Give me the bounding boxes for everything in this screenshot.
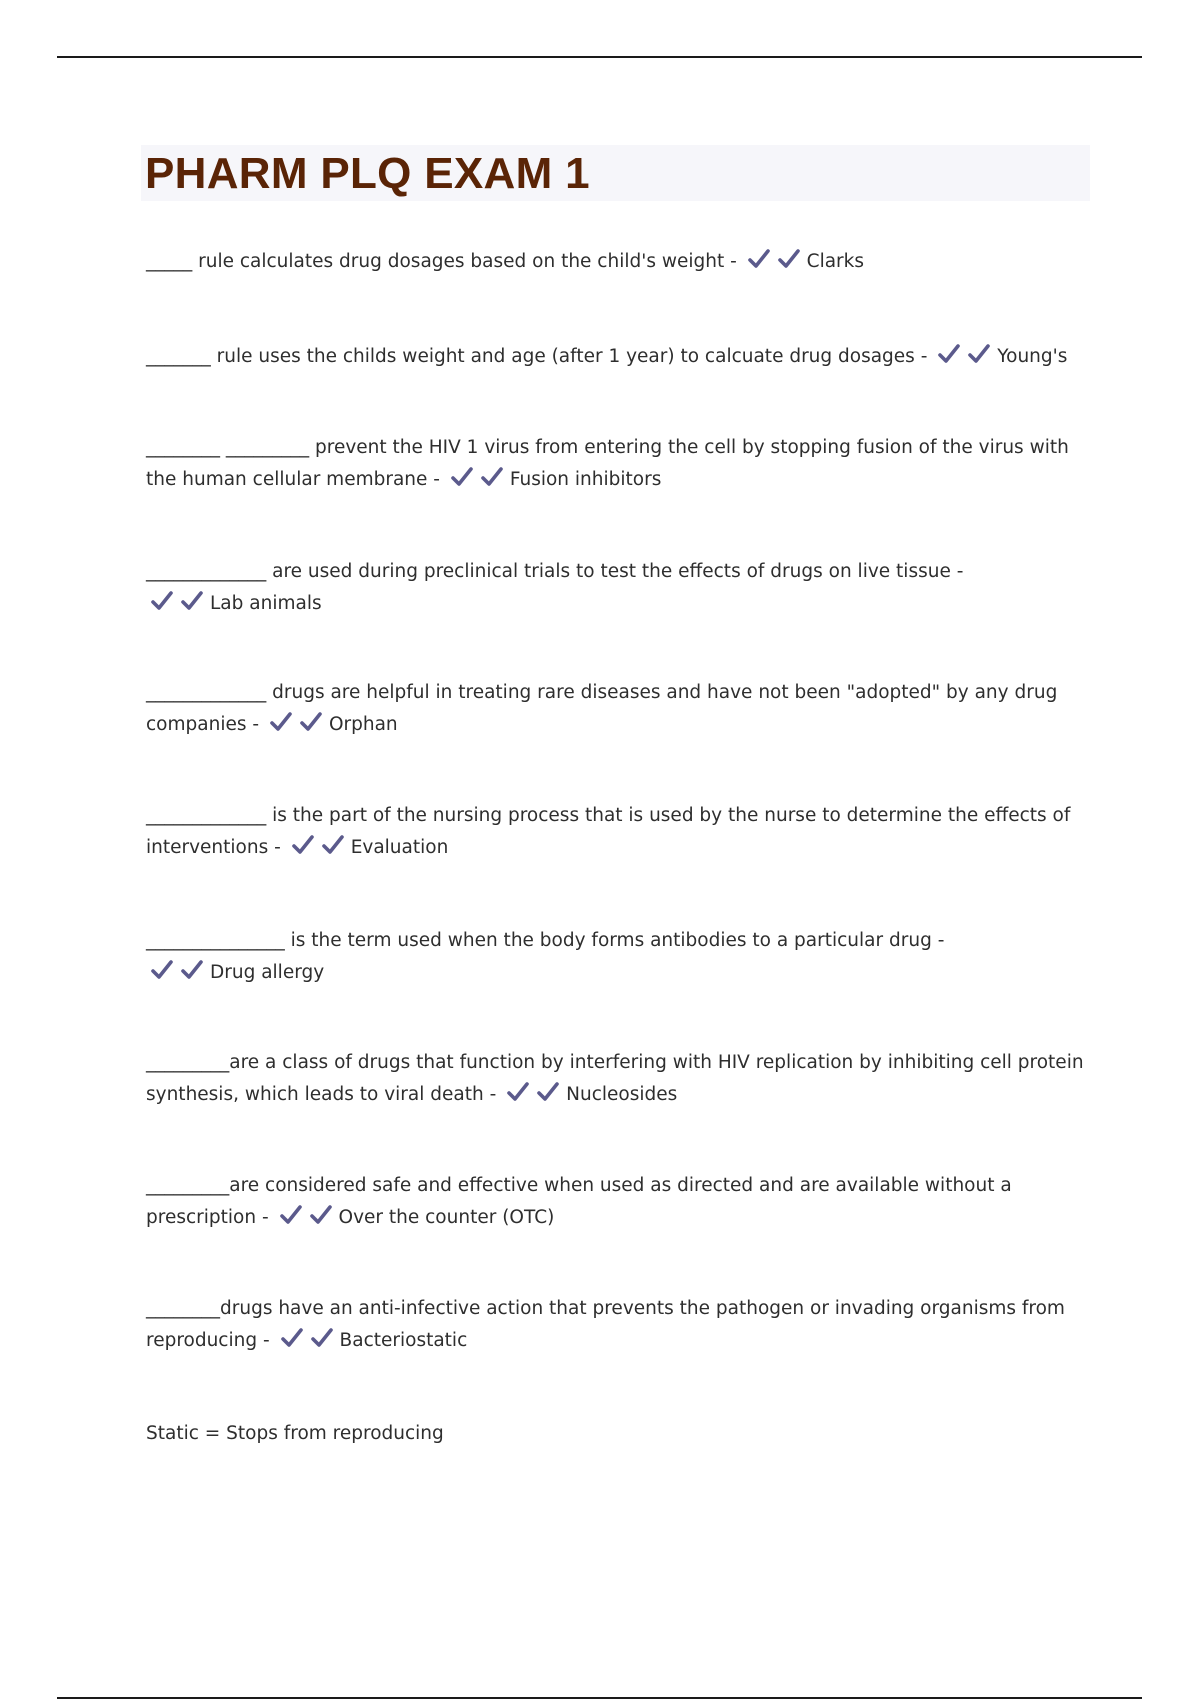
checkmark-icon [291, 833, 315, 857]
answer-text: Drug allergy [210, 962, 325, 983]
question-item [146, 1047, 1086, 1111]
checkmark-icon [280, 1326, 304, 1350]
question-text: ________drugs have an anti-infective action that prevents the pathogen or invading organisms from reproducing - [146, 1298, 1065, 1351]
question-text: _______ rule uses the childs weight and age (after 1 year) to calcuate drug dosages - [146, 346, 928, 367]
checkmark-icon [269, 710, 293, 734]
question-text: ________ _________ prevent the HIV 1 virus from entering the cell by stopping fusion of the virus with the human cellular membrane - [146, 437, 1069, 490]
answer-checks [450, 464, 662, 496]
question-text: _____________ are used during preclinical trials to test the effects of drugs on live tissue - [146, 561, 964, 582]
checkmark-icon [967, 342, 991, 366]
checkmark-icon [777, 247, 801, 271]
answer-text: Evaluation [350, 837, 449, 858]
answer-checks [747, 246, 864, 278]
answer-text: Lab animals [210, 593, 322, 614]
checkmark-icon [180, 958, 204, 982]
checkmark-icon [310, 1326, 334, 1350]
study-note: Static = Stops from reproducing [146, 1423, 444, 1444]
answer-text: Nucleosides [566, 1084, 678, 1105]
checkmark-icon [321, 833, 345, 857]
checkmark-icon [299, 710, 323, 734]
checkmark-icon [150, 589, 174, 613]
answer-checks [279, 1202, 555, 1234]
question-item [146, 341, 1086, 373]
answer-text: Clarks [806, 251, 865, 272]
checkmark-icon [150, 958, 174, 982]
checkmark-icon [309, 1203, 333, 1227]
question-text: _____________ is the part of the nursing process that is used by the nurse to determine the effects of interventions - [146, 805, 1071, 858]
question-text: _____________ drugs are helpful in treating rare diseases and have not been "adopted" by any drug companies - [146, 682, 1058, 735]
question-item [146, 432, 1086, 496]
bottom-divider [57, 1697, 1142, 1699]
answer-checks [150, 588, 322, 620]
answer-checks [269, 709, 398, 741]
answer-checks [291, 832, 449, 864]
question-item [146, 925, 1086, 989]
answer-checks [506, 1079, 677, 1111]
answer-text: Orphan [328, 714, 398, 735]
question-text: _______________ is the term used when the body forms antibodies to a particular drug - [146, 930, 945, 951]
checkmark-icon [480, 465, 504, 489]
checkmark-icon [180, 589, 204, 613]
checkmark-icon [450, 465, 474, 489]
answer-text: Over the counter (OTC) [338, 1207, 555, 1228]
checkmark-icon [506, 1080, 530, 1104]
question-item [146, 800, 1086, 864]
answer-text: Fusion inhibitors [509, 469, 662, 490]
checkmark-icon [279, 1203, 303, 1227]
question-text: _________are a class of drugs that function by interfering with HIV replication by inhibiting cell protein synthesis, which leads to viral death - [146, 1052, 1084, 1105]
question-item [146, 1170, 1086, 1234]
checkmark-icon [536, 1080, 560, 1104]
answer-text: Bacteriostatic [339, 1330, 468, 1351]
question-item [146, 246, 1086, 278]
question-text: _____ rule calculates drug dosages based on the child's weight - [146, 251, 737, 272]
answer-text: Young's [997, 346, 1068, 367]
answer-checks [280, 1325, 468, 1357]
checkmark-icon [747, 247, 771, 271]
question-text: _________are considered safe and effective when used as directed and are available without a prescription - [146, 1175, 1012, 1228]
answer-checks [937, 341, 1067, 373]
question-item [146, 677, 1086, 741]
page-title: PHARM PLQ EXAM 1 [145, 149, 590, 198]
question-item [146, 1293, 1086, 1357]
answer-checks [150, 957, 324, 989]
checkmark-icon [937, 342, 961, 366]
question-item [146, 556, 1086, 620]
top-divider [57, 56, 1142, 58]
